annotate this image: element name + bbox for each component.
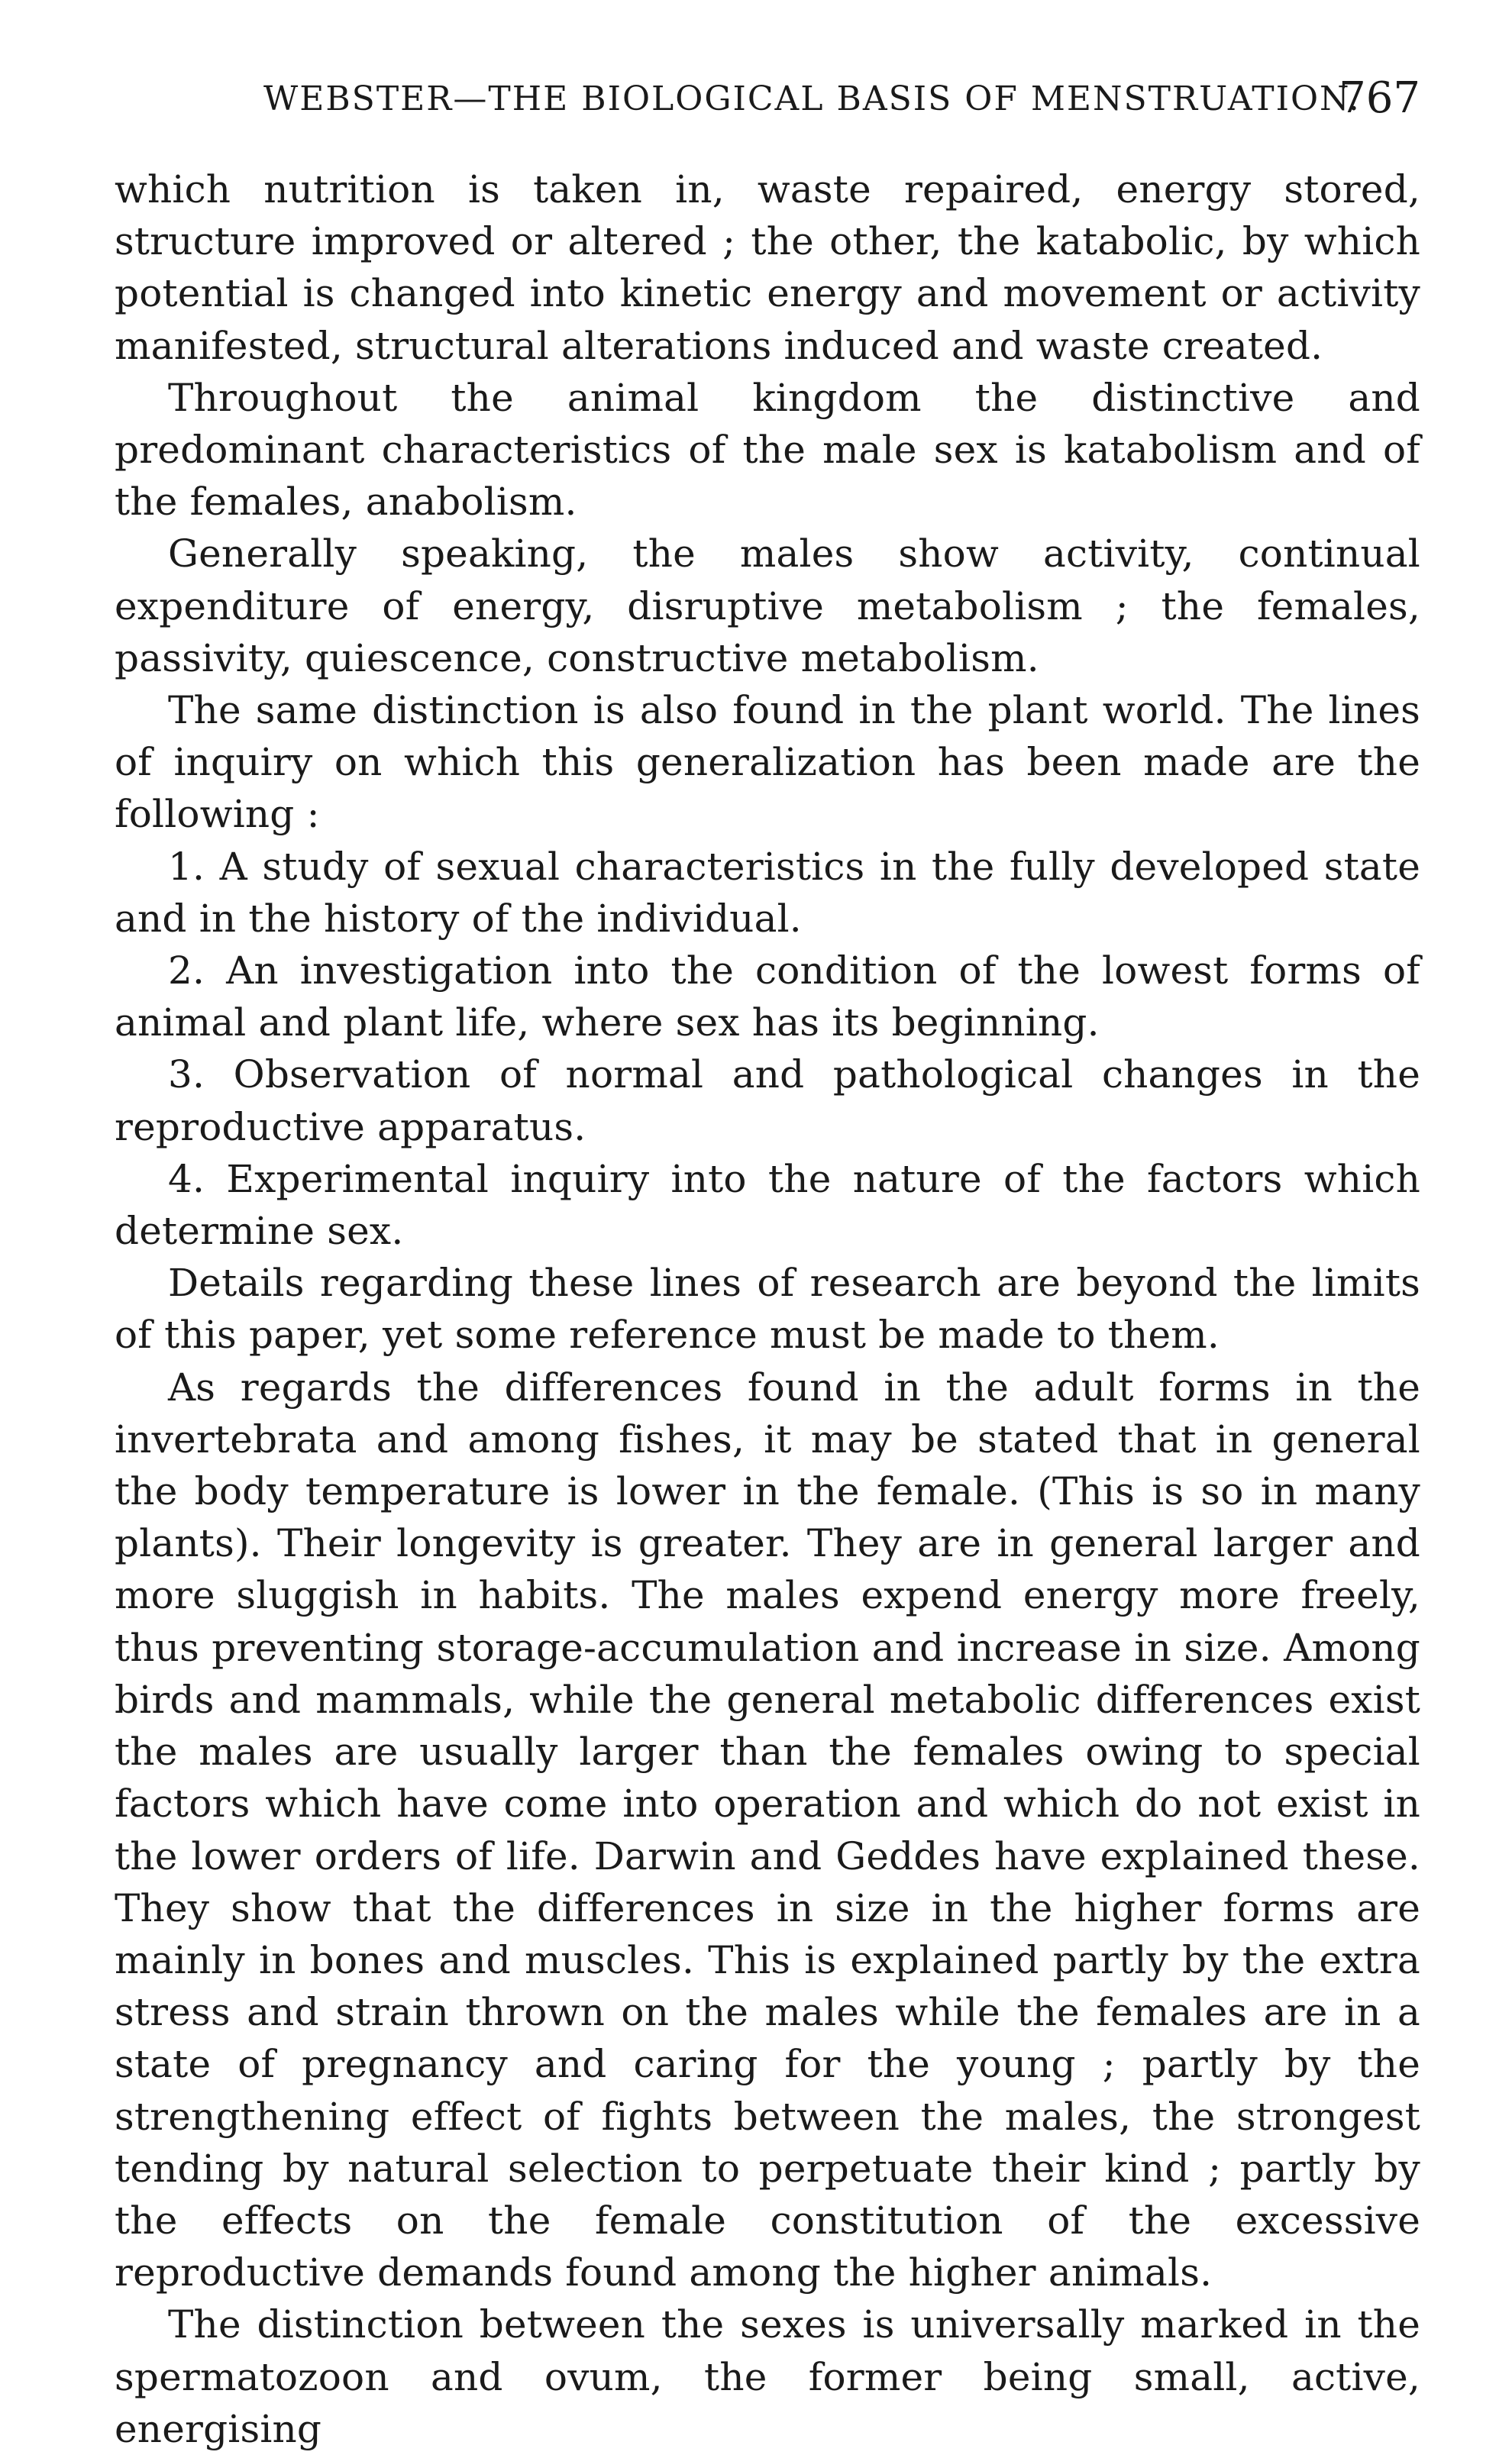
list-item-2: 2. An investigation into the condition of the lowest forms of animal and plant life, where sex has its beginning. <box>115 948 1420 1045</box>
page-number: 767 <box>1339 73 1420 123</box>
running-head <box>115 73 1420 141</box>
paragraph-plant-world: The same distinction is also found in the plant world. The lines of inquiry on which this generalization has been made are the following : <box>115 688 1420 837</box>
list-item-4: 4. Experimental inquiry into the nature of the factors which determine sex. <box>115 1156 1420 1254</box>
list-item-1: 1. A study of sexual characteristics in the fully developed state and in the history of the individual. <box>115 844 1420 941</box>
paragraph-spermatozoon-ovum: The distinction between the sexes is universally marked in the spermatozoon and ovum, the former being small, active, energising <box>115 2302 1420 2451</box>
running-title: WEBSTER—THE BIOLOGICAL BASIS OF MENSTRUATION. <box>263 79 1361 118</box>
body-text <box>115 163 1420 2455</box>
paragraph-continuation: which nutrition is taken in, waste repaired, energy stored, structure improved or altered ; the other, the katabolic, by which potential is changed into kinetic energy and movement or activity manifested, structural alterations induced and waste created. <box>115 167 1420 368</box>
paragraph-details: Details regarding these lines of research are beyond the limits of this paper, yet some reference must be made to them. <box>115 1261 1420 1358</box>
list-item-3: 3. Observation of normal and pathological changes in the reproductive apparatus. <box>115 1052 1420 1149</box>
paragraph-activity-passivity: Generally speaking, the males show activity, continual expenditure of energy, disruptive metabolism ; the females, passivity, quiescence, constructive metabolism. <box>115 531 1420 680</box>
paragraph-katabolism-anabolism: Throughout the animal kingdom the distinctive and predominant characteristics of the male sex is katabolism and of the females, anabolism. <box>115 375 1420 525</box>
paragraph-adult-differences: As regards the differences found in the adult forms in the invertebrata and among fishes, it may be stated that in general the body temperature is lower in the female. (This is so in many plants). Their longevity is greater. They are in general larger and more sluggish in habits. The males expend energy more freely, thus preventing storage-accumulation and increase in size. Among birds and mammals, while the general metabolic differences exist the males are usually larger than the females owing to special factors which have come into operation and which do not exist in the lower orders of life. Darwin and Geddes have explained these. They show that the differences in size in the higher forms are mainly in bones and muscles. This is explained partly by the extra stress and strain thrown on the males while the females are in a state of pregnancy and caring for the young ; partly by the strengthening effect of fights between the males, the strongest tending by natural selection to perpetuate their kind ; partly by the effects on the female constitution of the excessive reproductive demands found among the higher animals. <box>115 1365 1420 2295</box>
